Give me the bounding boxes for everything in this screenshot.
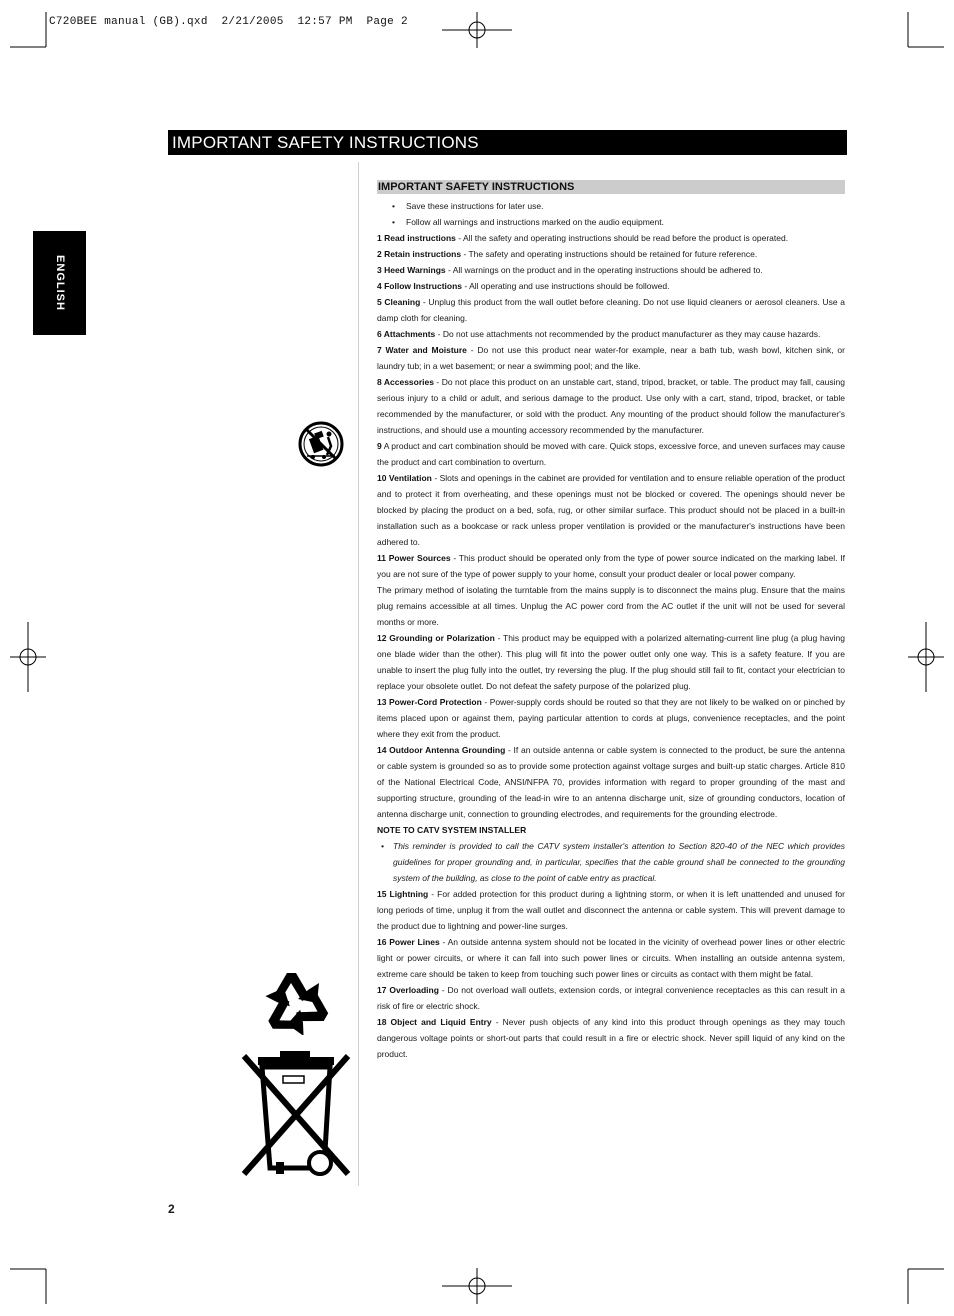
item-label: 8 Accessories: [377, 377, 434, 387]
instruction-item: [377, 1014, 845, 1062]
registration-mark-icon: [442, 12, 512, 48]
registration-mark-icon: [10, 622, 46, 692]
language-tab: [33, 231, 86, 335]
item-text: - Slots and openings in the cabinet are provided for ventilation and to ensure reliable operation of the product and to protect it from overheating, and these openings must not be blocked or covered. The openings should never be blocked by placing the product on a bed, sofa, rug, or other similar surface. This product should not be placed in a built-in installation such as a bookcase or rack unless proper ventilation is provided or the manufacturer's instructions have been adhered to.: [377, 473, 845, 547]
recycle-icon: [262, 969, 330, 1035]
crop-mark-icon: [908, 12, 944, 47]
crop-mark-icon: [10, 1269, 46, 1304]
item-label: 11 Power Sources: [377, 553, 451, 563]
item-text: A product and cart combination should be moved with care. Quick stops, excessive force, and uneven surfaces may cause the product and cart combination to overturn.: [377, 441, 845, 467]
item-text: The primary method of isolating the turntable from the mains supply is to disconnect the mains plug. Ensure that the mains plug remains accessible at all times. Unplug the AC power cord from the AC outlet if the unit will not be used for several months or more.: [377, 585, 845, 627]
item-text: - This product should be operated only from the type of power source indicated on the marking label. If you are not sure of the type of power supply to your home, consult your product dealer or local power company.: [377, 553, 846, 579]
page-number: 2: [168, 1202, 175, 1216]
item-label: 15 Lightning: [377, 889, 429, 899]
instruction-item: [377, 886, 845, 934]
item-text: - Do not place this product on an unstable cart, stand, tripod, bracket, or table. The product may fall, causing serious injury to a child or adult, and serious damage to the product. Use only with a cart, stand, tripod, bracket, or table recommended by the manufacturer, or sold with the product. Any mounting of the product should follow the manufacturer's instructions, and should use a mounting accessory recommended by the manufacturer.: [377, 377, 845, 435]
item-text: - For added protection for this product during a lightning storm, or when it is left unattended and unused for long periods of time, unplug it from the wall outlet and disconnect the antenna or cable system. This will prevent damage to the product due to lightning and power-line surges.: [377, 889, 845, 931]
crop-mark-icon: [908, 1269, 944, 1304]
item-label: 13 Power-Cord Protection: [377, 697, 482, 707]
item-text: - Unplug this product from the wall outlet before cleaning. Do not use liquid cleaners or aerosol cleaners. Use a damp cloth for cleaning.: [377, 297, 845, 323]
instruction-item: [377, 374, 845, 438]
instruction-item: [377, 342, 845, 374]
note-text: • This reminder is provided to call the CATV system installer's attention to Section 820-40 of the NEC which provides guidelines for proper grounding and, in particular, specifies that the cable ground shall be connected to the grounding system of the building, as close to the point of cable entry as practical.: [377, 838, 845, 886]
item-label: 6 Attachments: [377, 329, 436, 339]
note-heading-text: NOTE TO CATV SYSTEM INSTALLER: [377, 825, 527, 835]
instruction-item: [377, 246, 845, 262]
item-label: 5 Cleaning: [377, 297, 421, 307]
instruction-item: [377, 582, 845, 630]
item-label: 17 Overloading: [377, 985, 439, 995]
item-text: - All operating and use instructions should be followed.: [462, 281, 670, 291]
item-text: - Do not overload wall outlets, extension cords, or integral convenience receptacles as this can result in a risk of fire or electric shock.: [377, 985, 845, 1011]
instruction-item: [377, 294, 845, 326]
safety-instructions-section: [377, 180, 845, 1062]
item-label: 7 Water and Moisture: [377, 345, 467, 355]
item-text: - Do not use this product near water-for example, near a bath tub, wash bowl, kitchen sink, or laundry tub; in a wet basement; or near a swimming pool; and the like.: [377, 345, 845, 371]
item-text: - Never push objects of any kind into this product through openings as they may touch dangerous voltage points or short-out parts that could result in a fire or electric shock. Never spill liquid of any kind on the product.: [377, 1017, 845, 1059]
instruction-item: [377, 438, 845, 470]
item-text: - This product may be equipped with a polarized alternating-current line plug (a plug having one blade wider than the other). This plug will fit into the power outlet only one way. This is a safety feature. If you are unable to insert the plug fully into the outlet, try reversing the plug. If the plug should still fail to fit, contact your electrician to replace your obsolete outlet. Do not defeat the safety purpose of the polarized plug.: [377, 633, 845, 691]
item-label: 4 Follow Instructions: [377, 281, 463, 291]
item-label: 3 Heed Warnings: [377, 265, 446, 275]
instruction-item: [377, 230, 845, 246]
item-label: 14 Outdoor Antenna Grounding: [377, 745, 506, 755]
language-label: ENGLISH: [53, 255, 66, 311]
item-label: 9: [377, 441, 382, 451]
intro-bullet: • Save these instructions for later use.: [377, 198, 845, 214]
registration-mark-icon: [908, 622, 944, 692]
instruction-item: [377, 742, 845, 822]
instruction-item: [377, 934, 845, 982]
item-text: - An outside antenna system should not be located in the vicinity of overhead power lines or other electric light or power circuits, or where it can fall into such power lines or circuits. When installing an outside antenna system, extreme care should be taken to keep from touching such power lines or circuits as contact with them might be fatal.: [377, 937, 845, 979]
item-label: 2 Retain instructions: [377, 249, 462, 259]
instruction-item: [377, 470, 845, 550]
crop-mark-icon: [10, 12, 46, 47]
section-heading: IMPORTANT SAFETY INSTRUCTIONS: [377, 180, 845, 194]
instruction-item: [377, 278, 845, 294]
instruction-item: [377, 630, 845, 694]
item-label: 18 Object and Liquid Entry: [377, 1017, 492, 1027]
instruction-item: [377, 550, 845, 582]
instruction-item: [377, 262, 845, 278]
item-label: 16 Power Lines: [377, 937, 440, 947]
item-label: 10 Ventilation: [377, 473, 432, 483]
item-text: - All the safety and operating instructions should be read before the product is operated.: [455, 233, 789, 243]
registration-mark-icon: [442, 1268, 512, 1304]
instruction-item: [377, 326, 845, 342]
item-text: - All warnings on the product and in the operating instructions should be adhered to.: [445, 265, 763, 275]
item-label: 12 Grounding or Polarization: [377, 633, 495, 643]
instruction-item: [377, 982, 845, 1014]
cart-tip-over-warning-icon: [298, 420, 344, 468]
instruction-item: [377, 694, 845, 742]
intro-bullet: • Follow all warnings and instructions marked on the audio equipment.: [377, 214, 845, 230]
item-text: - The safety and operating instructions should be retained for future reference.: [461, 249, 758, 259]
page-title: IMPORTANT SAFETY INSTRUCTIONS: [168, 130, 847, 155]
crossed-out-wheelie-bin-icon: [240, 1050, 352, 1178]
item-text: - If an outside antenna or cable system is connected to the product, be sure the antenna or cable system is grounded so as to provide some protection against voltage surges and built-up static charges. Article 810 of the National Electrical Code, ANSI/NFPA 70, provides information with regard to proper grounding of the mast and supporting structure, grounding of the lead-in wire to an antenna discharge unit, size of grounding conductors, location of antenna discharge unit, connection to grounding electrodes, and requirements for the grounding electrode.: [377, 745, 845, 819]
file-slug: C720BEE manual (GB).qxd 2/21/2005 12:57 PM Page 2: [49, 16, 408, 28]
item-text: - Power-supply cords should be routed so that they are not likely to be walked on or pinched by items placed upon or against them, paying particular attention to cords at plugs, convenience receptacles, and the point where they exit from the product.: [377, 697, 845, 739]
item-label: 1 Read instructions: [377, 233, 456, 243]
column-divider: [358, 162, 359, 1186]
item-text: - Do not use attachments not recommended by the product manufacturer as they may cause hazards.: [435, 329, 821, 339]
note-heading: [377, 822, 845, 838]
